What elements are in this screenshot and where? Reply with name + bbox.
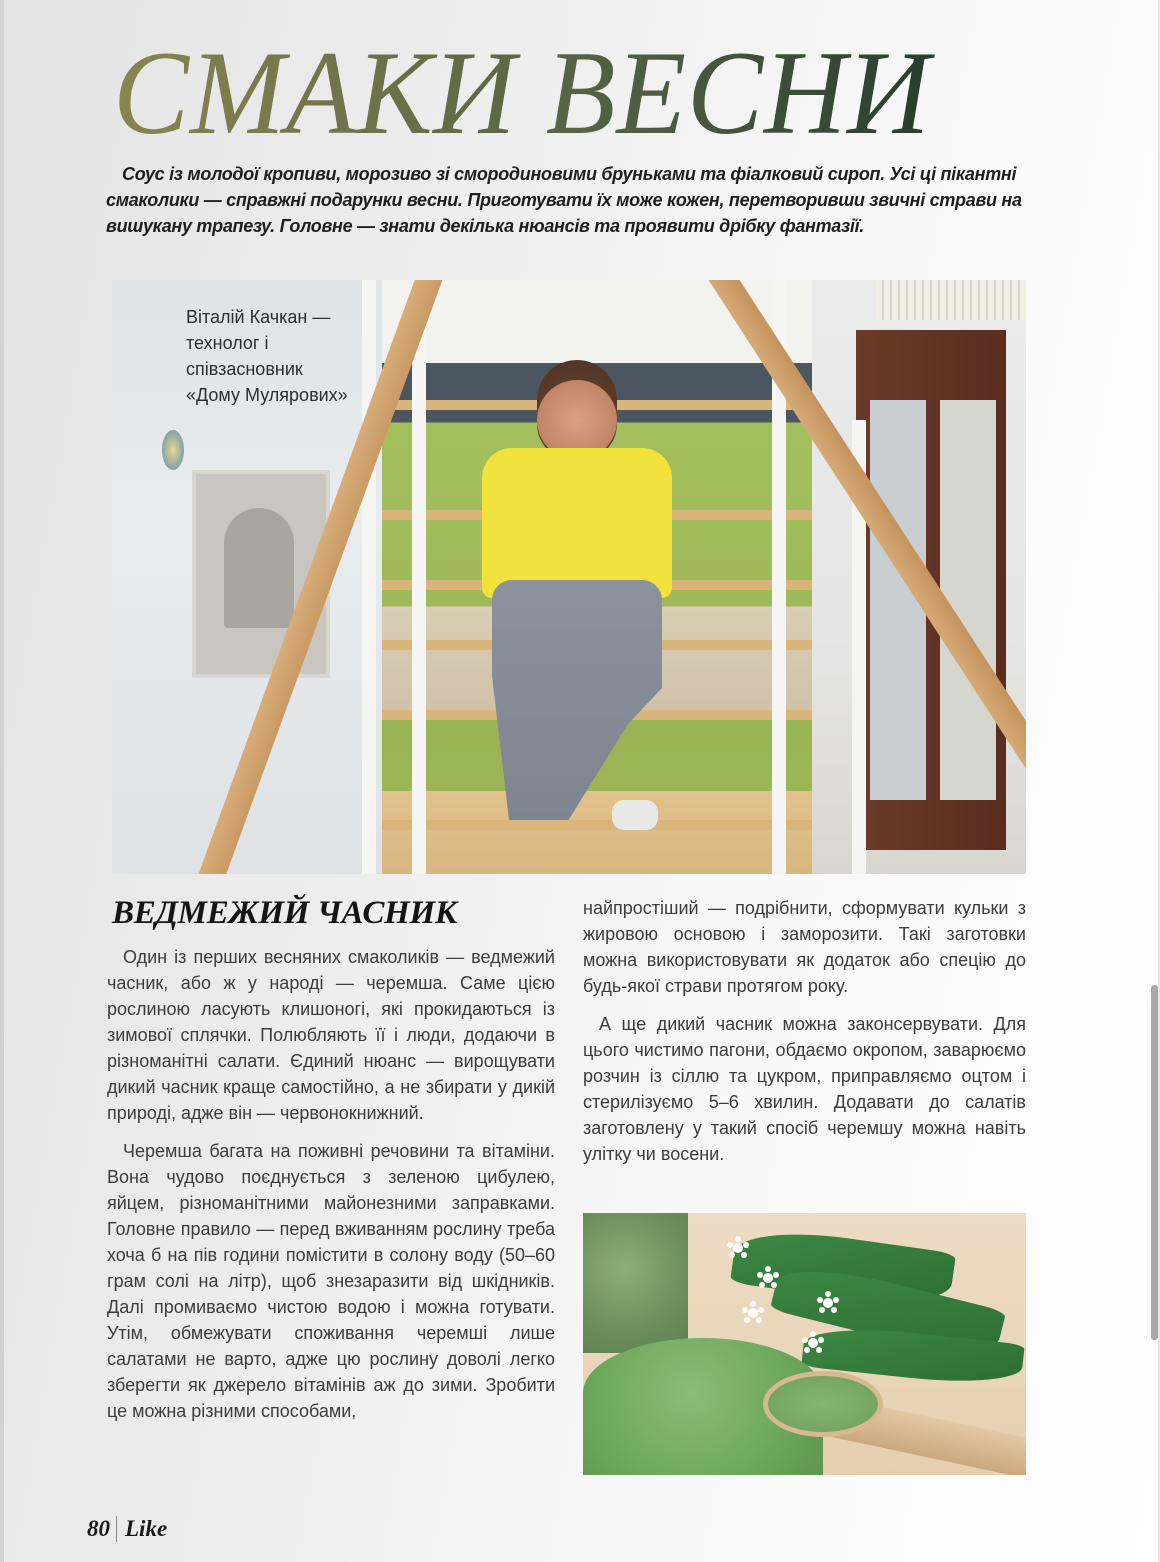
caption-line: співзасновник bbox=[186, 359, 303, 379]
photo-jar bbox=[583, 1213, 688, 1353]
scrollbar-thumb[interactable] bbox=[1151, 985, 1158, 1340]
footer-divider bbox=[116, 1516, 117, 1542]
paragraph: Черемша багата на поживні речовини та вітаміни. Вона чудово поєднується з зеленою цибулею, яйцем, різноманітними майонезними заправками. Головне правило — перед вживанням рослину треба хоча б на пів години помістити в солону воду (50–60 грам солі на літр), щоб знезаразити від шкідників. Далі промиваємо чистою водою і можна готувати. Утім, обмежувати споживання черемші лише салатами не варто, адже цю рослину доволі легко зберегти як джерело вітамінів аж до зими. Зробити це можна різними способами, bbox=[107, 1141, 555, 1421]
caption-line: Віталій Качкан — bbox=[186, 307, 331, 327]
hero-photo bbox=[112, 280, 1026, 874]
paragraph: найпростіший — подрібнити, сформувати кульки з жировою основою і заморозити. Такі заготовки можна використовувати як додаток або спецію до будь-якої страви протягом року. bbox=[583, 898, 1026, 996]
photo-wall-plate bbox=[162, 430, 184, 470]
text-column-right bbox=[583, 895, 1026, 1179]
paragraph: А ще дикий часник можна законсервувати. Для цього чистимо пагони, обдаємо окропом, заварюємо розчин із сіллю та цукром, приправляємо оцтом і стерилізуємо 5–6 хвилин. Додавати до салатів заготовлену у такий спосіб черемшу можна навіть улітку чи восени. bbox=[583, 1014, 1026, 1164]
section-heading: ВЕДМЕЖИЙ ЧАСНИК bbox=[112, 895, 457, 931]
photo-spoon-bowl bbox=[763, 1371, 883, 1437]
text-column-left bbox=[107, 944, 555, 1436]
article-lead: Соус із молодої кропиви, морозиво зі смородиновими бруньками та фіалковий сироп. Усі ці пікантні смаколики — справжні подарунки весни. Приготувати їх може кожен, перетворивши звичні страви на вишукану трапезу. Головне — знати декілька нюансів та проявити дрібку фантазії. bbox=[106, 164, 1022, 236]
page-edge bbox=[0, 0, 4, 1562]
paragraph: Один із перших весняних смаколиків — ведмежий часник, або ж у народі — черемша. Саме цією рослиною ласують клишоногі, які прокидаються із зимової сплячки. Полюбляють її і люди, додаючи в різноманітні салати. Єдиний нюанс — вирощувати дикий часник краще самостійно, а не збирати у дикій природі, адже він — червонокнижний. bbox=[107, 947, 555, 1123]
photo-caption bbox=[186, 304, 426, 408]
page-number: 80 bbox=[87, 1516, 110, 1541]
magazine-name: Like bbox=[125, 1516, 168, 1541]
caption-line: «Дому Мулярових» bbox=[186, 385, 348, 405]
page-footer bbox=[87, 1514, 167, 1544]
photo-lace-curtain bbox=[876, 280, 1026, 320]
photo-person bbox=[482, 360, 682, 870]
article-title: СМАКИ ВЕСНИ bbox=[113, 32, 1111, 154]
caption-line: технолог і bbox=[186, 333, 269, 353]
wild-garlic-photo bbox=[583, 1213, 1026, 1475]
